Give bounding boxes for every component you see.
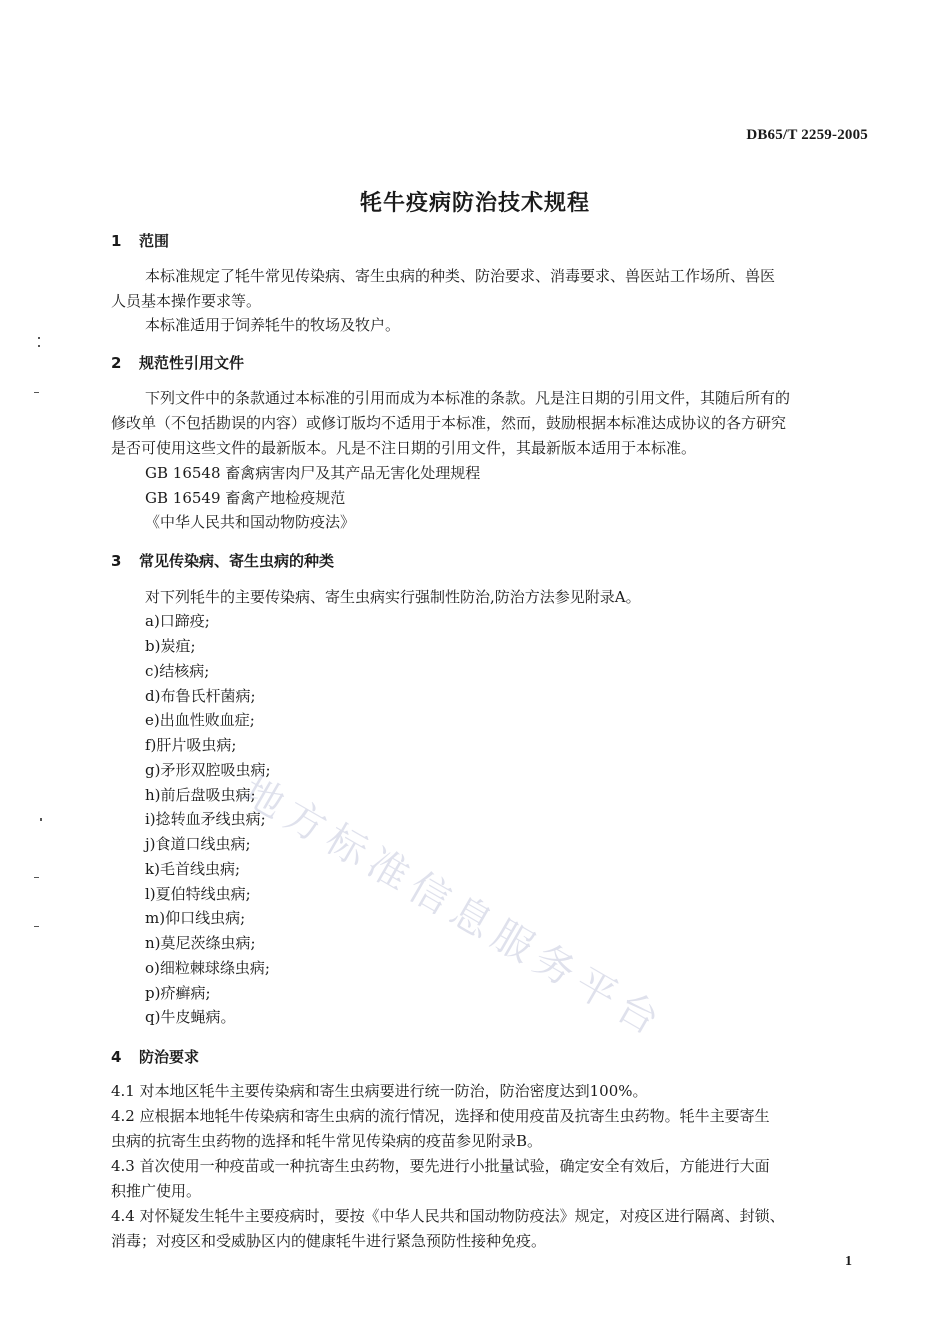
page-number: 1: [845, 1254, 852, 1269]
paragraph-line: 本标准规定了牦牛常见传染病、寄生虫病的种类、防治要求、消毒要求、兽医站工作场所、兽医: [145, 267, 776, 285]
scan-speck: [34, 926, 39, 927]
clause-line: 4.4 对怀疑发生牦牛主要疫病时，要按《中华人民共和国动物防疫法》规定，对疫区进行隔离、封锁、: [111, 1207, 785, 1225]
list-item: q)牛皮蝇病。: [145, 1008, 236, 1026]
list-item: b)炭疽;: [145, 637, 196, 655]
list-item: m)仰口线虫病;: [145, 909, 246, 927]
section-intro: 对下列牦牛的主要传染病、寄生虫病实行强制性防治,防治方法参见附录A。: [145, 588, 641, 606]
scan-speck: [38, 345, 40, 347]
document-title: 牦牛疫病防治技术规程: [359, 191, 590, 216]
section-number: 3: [111, 552, 122, 570]
paragraph-line: 人员基本操作要求等。: [111, 292, 262, 310]
list-item: e)出血性败血症;: [145, 711, 255, 729]
list-item: i)捻转血矛线虫病;: [145, 810, 266, 828]
list-item: l)夏伯特线虫病;: [145, 885, 251, 903]
list-item: j)食道口线虫病;: [145, 835, 251, 853]
list-item: c)结核病;: [145, 662, 210, 680]
clause-line: 4.2 应根据本地牦牛传染病和寄生虫病的流行情况，选择和使用疫苗及抗寄生虫药物。牦牛主要寄生: [111, 1107, 770, 1125]
list-item: k)毛首线虫病;: [145, 860, 240, 878]
reference-item: GB 16548 畜禽病害肉尸及其产品无害化处理规程: [145, 464, 481, 482]
section-3-heading: [111, 550, 334, 571]
section-title: 防治要求: [139, 1048, 200, 1066]
scan-speck: [40, 818, 42, 821]
section-number: 2: [111, 354, 122, 372]
list-item: h)前后盘吸虫病;: [145, 786, 256, 804]
section-2-heading: [111, 352, 244, 373]
section-4-heading: [111, 1046, 199, 1067]
list-item: p)疥癣病;: [145, 984, 211, 1002]
list-item: o)细粒棘球绦虫病;: [145, 959, 270, 977]
section-1-heading: [111, 230, 169, 251]
scan-speck: [34, 392, 39, 393]
reference-item: GB 16549 畜禽产地检疫规范: [145, 489, 346, 507]
section-title: 常见传染病、寄生虫病的种类: [139, 552, 335, 570]
paragraph-line: 下列文件中的条款通过本标准的引用而成为本标准的条款。凡是注日期的引用文件，其随后所有的: [145, 389, 791, 407]
list-item: n)莫尼茨绦虫病;: [145, 934, 256, 952]
clause-line: 积推广使用。: [111, 1182, 202, 1200]
list-item: a)口蹄疫;: [145, 612, 210, 630]
list-item: d)布鲁氏杆菌病;: [145, 687, 256, 705]
section-title: 规范性引用文件: [139, 354, 245, 372]
section-title: 范围: [139, 232, 170, 250]
paragraph-line: 修改单（不包括勘误的内容）或修订版均不适用于本标准，然而，鼓励根据本标准达成协议的各方研究: [111, 414, 787, 432]
clause-line: 4.3 首次使用一种疫苗或一种抗寄生虫药物，要先进行小批量试验，确定安全有效后，方能进行大面: [111, 1157, 770, 1175]
scan-speck: [34, 877, 39, 878]
clause-line: 4.1 对本地区牦牛主要传染病和寄生虫病要进行统一防治，防治密度达到100%。: [111, 1082, 648, 1100]
list-item: g)矛形双腔吸虫病;: [145, 761, 271, 779]
watermark: 地方标准信息服务平台: [234, 767, 674, 1048]
clause-line: 虫病的抗寄生虫药物的选择和牦牛常见传染病的疫苗参见附录B。: [111, 1132, 543, 1150]
section-number: 1: [111, 232, 122, 250]
paragraph-line: 本标准适用于饲养牦牛的牧场及牧户。: [145, 316, 401, 334]
clause-line: 消毒；对疫区和受威胁区内的健康牦牛进行紧急预防性接种免疫。: [111, 1232, 547, 1250]
scan-speck: [38, 337, 40, 339]
list-item: f)肝片吸虫病;: [145, 736, 237, 754]
paragraph-line: 是否可使用这些文件的最新版本。凡是不注日期的引用文件，其最新版本适用于本标准。: [111, 439, 697, 457]
reference-item: 《中华人民共和国动物防疫法》: [145, 513, 356, 531]
document-code: DB65/T 2259-2005: [746, 127, 868, 143]
section-number: 4: [111, 1048, 122, 1066]
